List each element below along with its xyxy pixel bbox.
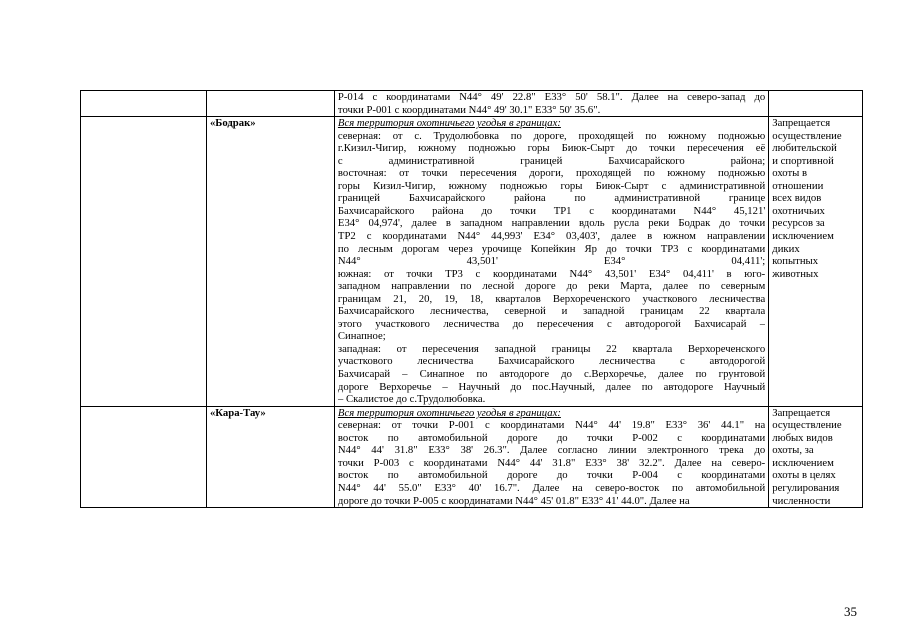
boundary-line: восток по автомобильной дороге до точки Р-002 с координатами bbox=[337, 431, 766, 444]
boundary-line: N44° 44' 55.0" E33° 40' 16.7". Далее на северо-восток по автомобильной bbox=[337, 481, 766, 494]
restriction-line: Запрещается bbox=[772, 406, 831, 419]
boundary-line: N44° 44' 31.8" E33° 38' 26.3". Далее согласно линии электронного трека до bbox=[337, 444, 766, 457]
cell-empty bbox=[81, 117, 207, 407]
boundary-line: Бахчисарайского района до точки ТР1 с координатами N44° 45,121' bbox=[337, 204, 766, 217]
boundary-line: участкового лесничества Бахчисарайского лесничества с автодорогой bbox=[337, 355, 766, 368]
hunting-ground-name bbox=[206, 91, 334, 117]
hunting-grounds-table bbox=[80, 90, 863, 508]
boundary-line: Р-014 с координатами N44° 49' 22.8" E33° 50' 58.1". Далее на северо-запад до bbox=[337, 91, 766, 103]
restriction-line: ресурсов за bbox=[772, 217, 825, 230]
restriction-line: охоты, за bbox=[772, 444, 814, 457]
restriction-line: охоты в bbox=[772, 167, 808, 180]
boundary-line: западном направлении по лесной дороге до реки Марта, далее по северным bbox=[337, 280, 766, 293]
boundary-line: границей Бахчисарайского района по административной границе bbox=[337, 192, 766, 205]
restriction-line: всех видов bbox=[772, 192, 822, 205]
boundary-line: дороге до точки Р-005 с координатами N44° 45' 01.8" E33° 41' 44.0". Далее на bbox=[337, 494, 690, 507]
boundary-line: границам 21, 20, 19, 18, кварталов Верхореченского участкового лесничества bbox=[337, 292, 766, 305]
boundary-line: западная: от пересечения западной границы 22 квартала Верхореченского bbox=[337, 342, 766, 355]
hunting-restriction bbox=[769, 406, 863, 507]
boundary-line: Бахчисарай – Синапное по автодороге до с.Верхоречье, далее по грунтовой bbox=[337, 368, 766, 381]
boundary-line: Синапное; bbox=[337, 330, 386, 343]
boundary-line: по лесным дорогам через урочище Копейкин Яр до точки ТР3 с координатами bbox=[337, 242, 766, 255]
restriction-line: любительской bbox=[772, 142, 837, 155]
page-number: 35 bbox=[844, 604, 857, 619]
restriction-line: численности bbox=[772, 494, 831, 507]
hunting-ground-name: «Кара-Тау» bbox=[206, 406, 334, 507]
boundary-line: точки Р-001 с координатами N44° 49' 30.1" E33° 50' 35.6". bbox=[337, 103, 601, 116]
table-row bbox=[81, 91, 863, 117]
boundary-description bbox=[334, 117, 768, 407]
boundary-line: с административной границей Бахчисарайского района; bbox=[337, 154, 766, 167]
boundary-line: восток по автомобильной дороге до точки Р-004 с координатами bbox=[337, 469, 766, 482]
restriction-line: исключением bbox=[772, 456, 834, 469]
boundary-line: этого участкового лесничества до пересечения с автодорогой Бахчисарай – bbox=[337, 317, 766, 330]
boundary-line: Бахчисарайского лесничества, северной и западной границам 22 квартала bbox=[337, 305, 766, 318]
boundary-line: E34° 04,974', далее в западном направлении вдоль русла реки Бодрак до точки bbox=[337, 217, 766, 230]
boundary-heading: Вся территория охотничьего угодья в границах: bbox=[337, 117, 561, 130]
restriction-line: осуществление bbox=[772, 419, 842, 432]
boundary-line: горы Кизил-Чигир, южному подножью горы Биюк-Сырт с административной bbox=[337, 179, 766, 192]
restriction-line: и спортивной bbox=[772, 154, 834, 167]
boundary-line: точки Р-003 с координатами N44° 44' 31.8" E33° 38' 32.2". Далее на северо- bbox=[337, 456, 766, 469]
boundary-description bbox=[334, 91, 768, 117]
boundary-line: северная: от точки Р-001 с координатами N44° 44' 19.8" E33° 36' 44.1" на bbox=[337, 419, 766, 432]
boundary-description bbox=[334, 406, 768, 507]
boundary-line: восточная: от точки пересечения дороги, проходящей по южному подножью bbox=[337, 167, 766, 180]
hunting-restriction bbox=[769, 91, 863, 117]
boundary-line: ТР2 с координатами N44° 44,993' E34° 03,403', далее в южном направлении bbox=[337, 230, 766, 243]
restriction-line: животных bbox=[772, 267, 819, 280]
boundary-line: дороге Верхоречье – Научный до пос.Научный, далее по автодороге Научный bbox=[337, 380, 766, 393]
cell-empty bbox=[81, 91, 207, 117]
restriction-line: исключением bbox=[772, 230, 834, 243]
boundary-line: южная: от точки ТР3 с координатами N44° 43,501' E34° 04,411' в юго- bbox=[337, 267, 766, 280]
boundary-line: – Скалистое до с.Трудолюбовка. bbox=[337, 393, 486, 406]
restriction-line: отношении bbox=[772, 179, 824, 192]
table-row bbox=[81, 406, 863, 507]
boundary-line: N44° 43,501' E34° 04,411'; bbox=[337, 255, 766, 268]
boundary-line: г.Кизил-Чигир, южному подножью горы Биюк-Сырт до точки пересечения её bbox=[337, 142, 766, 155]
restriction-line: Запрещается bbox=[772, 117, 831, 130]
restriction-line: копытных bbox=[772, 255, 819, 268]
hunting-ground-name: «Бодрак» bbox=[206, 117, 334, 407]
restriction-line: осуществление bbox=[772, 129, 842, 142]
boundary-heading: Вся территория охотничьего угодья в границах: bbox=[337, 406, 561, 419]
boundary-line: северная: от с. Трудолюбовка по дороге, проходящей по южному подножью bbox=[337, 129, 766, 142]
restriction-line: регулирования bbox=[772, 481, 840, 494]
cell-empty bbox=[81, 406, 207, 507]
hunting-restriction bbox=[769, 117, 863, 407]
restriction-line: диких bbox=[772, 242, 800, 255]
restriction-line: любых видов bbox=[772, 431, 833, 444]
restriction-line: охотничьих bbox=[772, 204, 825, 217]
restriction-line: охоты в целях bbox=[772, 469, 836, 482]
table-row bbox=[81, 117, 863, 407]
